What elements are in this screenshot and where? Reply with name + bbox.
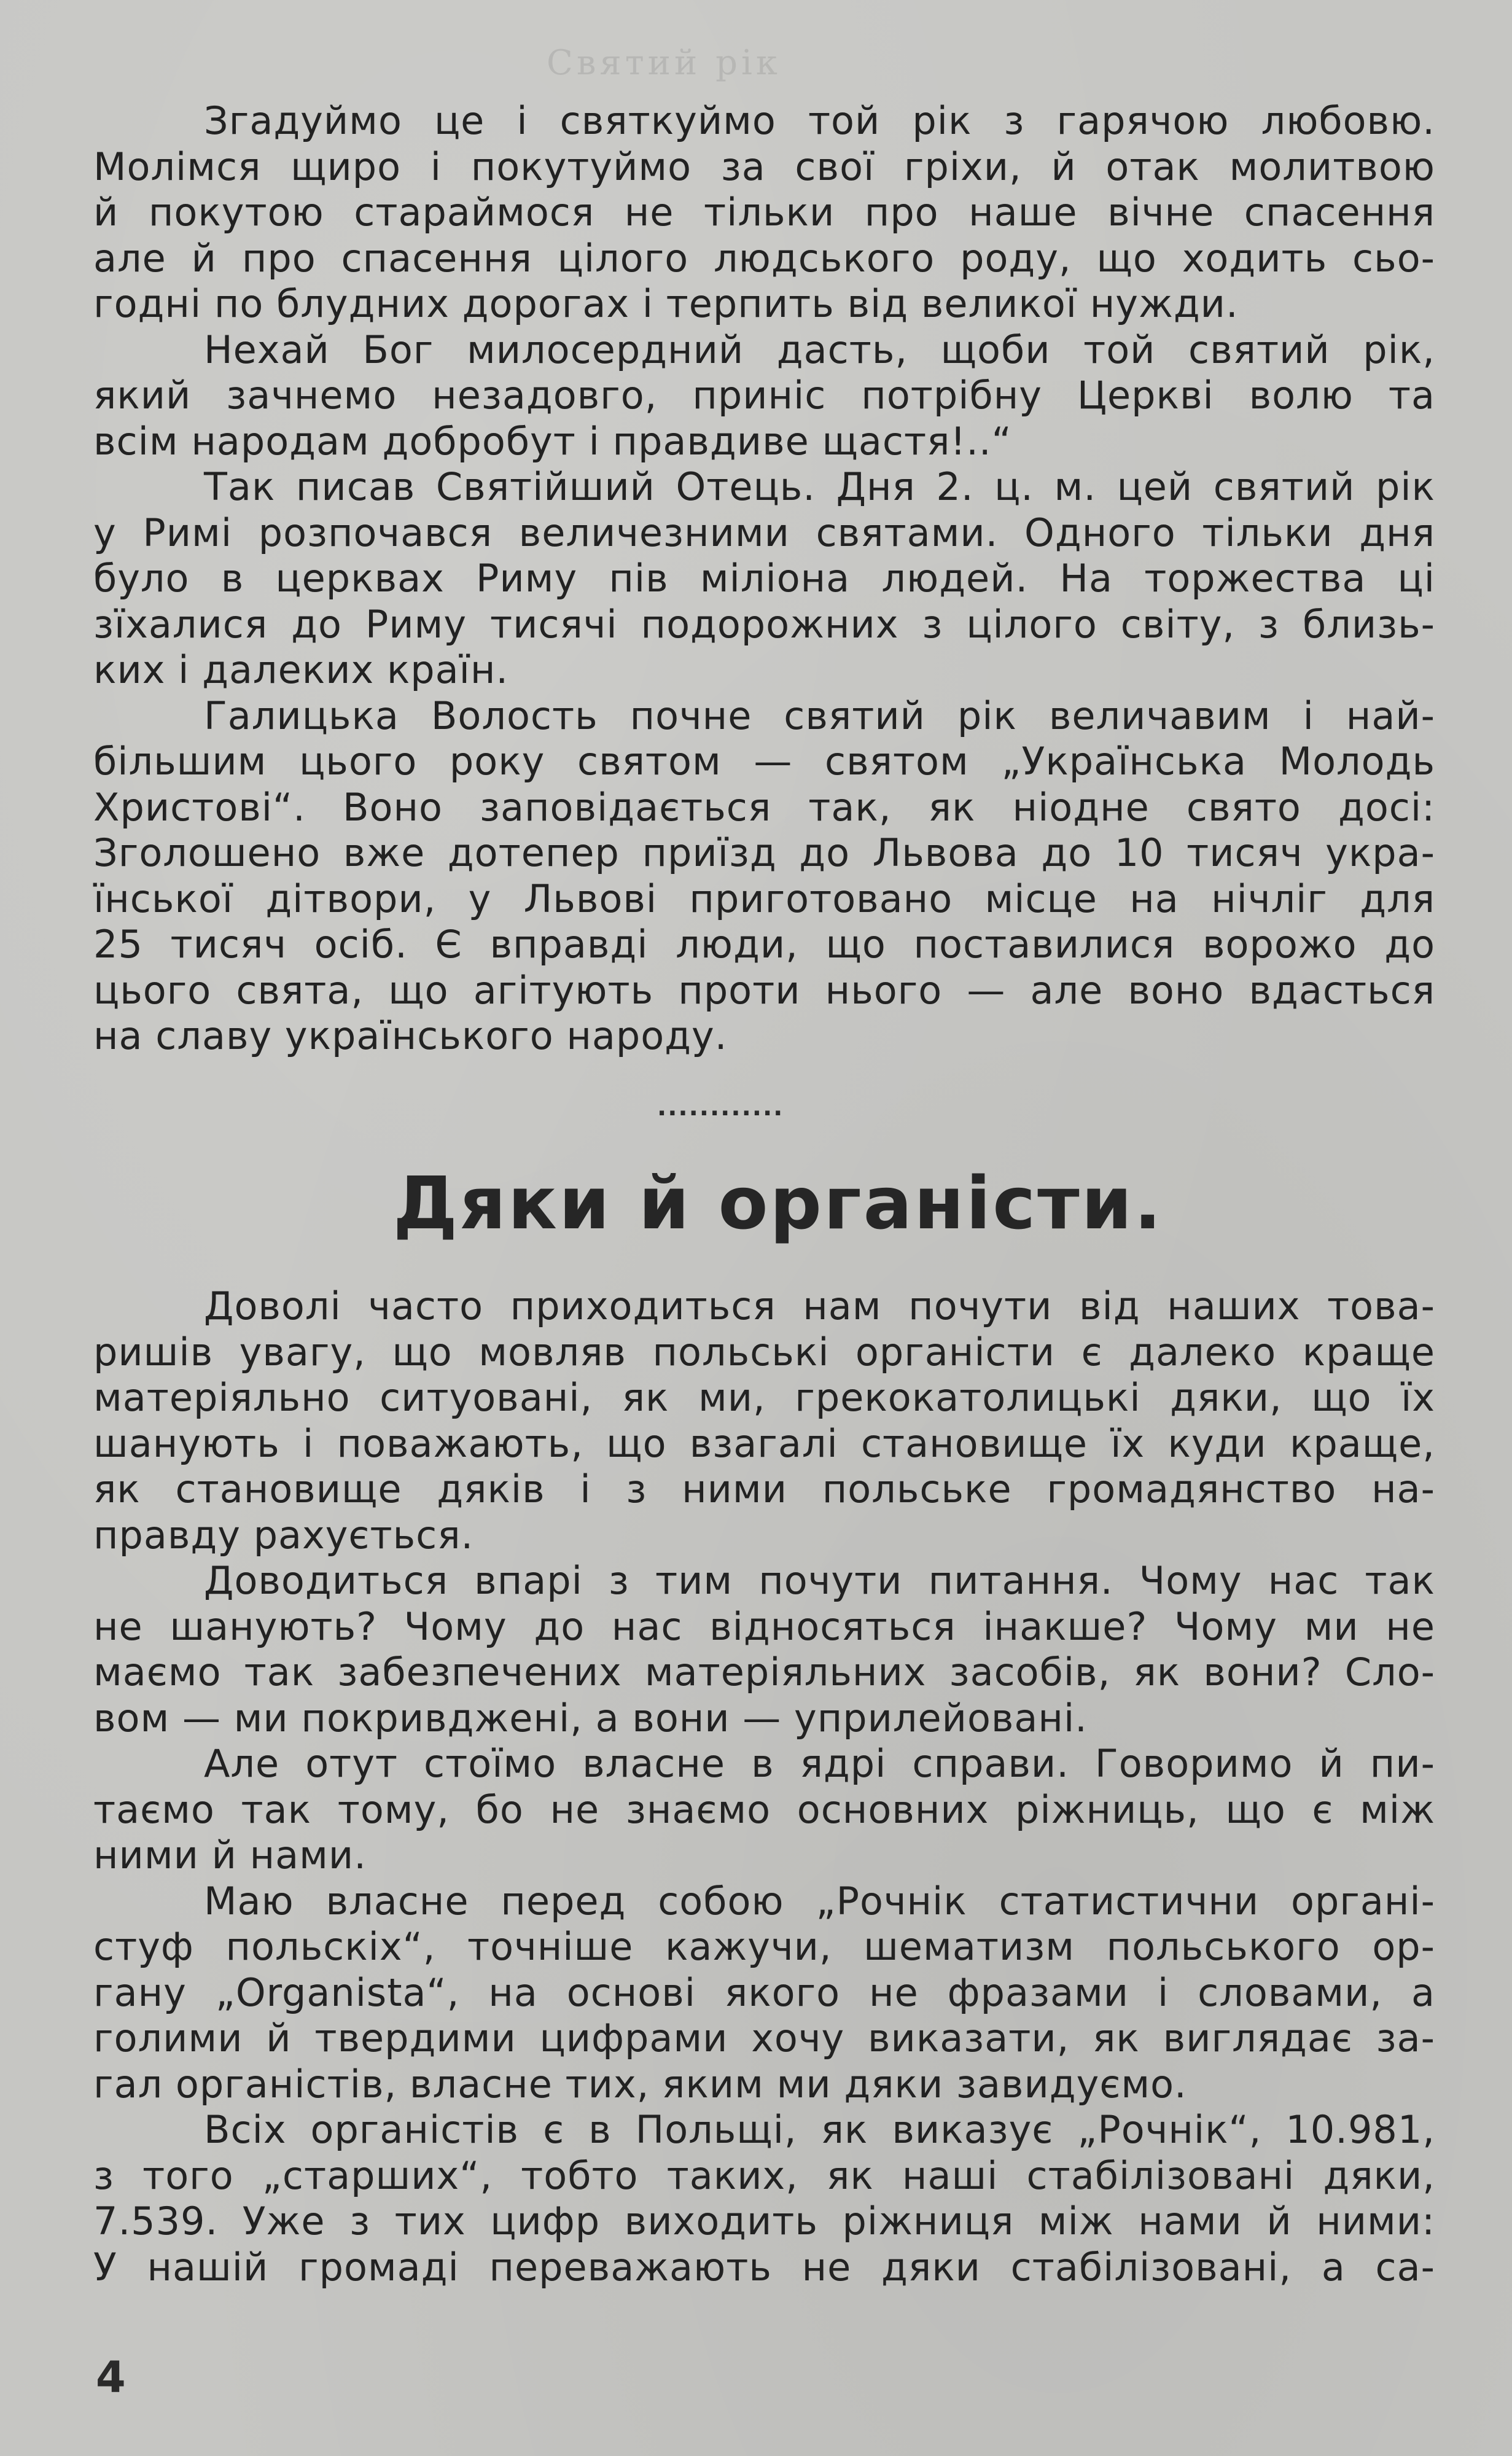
text-line: гану „Organista“, на основі якого не фразами і словами, а xyxy=(93,1970,1435,2015)
text-line: годні по блудних дорогах і терпить від великої нужди. xyxy=(93,281,1239,326)
text-line: ришів увагу, що мовляв польські органісти є далеко краще xyxy=(93,1329,1435,1374)
text-line: голими й твердими цифрами хочу виказати, як виглядає за- xyxy=(93,2016,1435,2060)
paragraph xyxy=(93,2107,1435,2290)
text-line: Але отут стоїмо власне в ядрі справи. Говоримо й пи- xyxy=(204,1741,1435,1786)
page-number: 4 xyxy=(96,2352,126,2403)
text-line: маємо так забезпечених матеріяльних засобів, як вони? Сло- xyxy=(93,1650,1435,1694)
text-line: вом — ми покривджені, а вони — уприлейовані. xyxy=(93,1695,1088,1741)
text-line: з того „старших“, тобто таких, як наші стабілізовані дяки, xyxy=(93,2153,1435,2198)
text-line: Доводиться впарі з тим почути питання. Чому нас так xyxy=(204,1558,1435,1603)
text-line: всім народам добробут і правдиве щастя!..“ xyxy=(93,418,1012,464)
text-line: цього свята, що агітують проти нього — але воно вдасться xyxy=(93,967,1435,1013)
article-body xyxy=(93,1284,1435,2290)
text-line: й покутою стараймося не тільки про наше вічне спасення xyxy=(93,190,1435,235)
paragraph xyxy=(93,1879,1435,2108)
text-line: було в церквах Риму пів міліона людей. На торжества ці xyxy=(93,556,1435,601)
text-line: у Римі розпочався величезними святами. Одного тільки дня xyxy=(93,510,1435,555)
paragraph xyxy=(93,1558,1435,1741)
text-line: шанують і поважають, що взагалі становище їх куди краще, xyxy=(93,1421,1435,1466)
text-line: більшим цього року святом — святом „Українська Молодь xyxy=(93,739,1435,784)
text-line: ними й нами. xyxy=(93,1833,367,1877)
paragraph xyxy=(93,327,1435,465)
text-line: Зголошено вже дотепер приїзд до Львова до 10 тисяч укра- xyxy=(93,830,1435,875)
text-line: Христові“. Воно заповідається так, як ніодне свято досі: xyxy=(93,784,1435,830)
text-line: Доволі часто приходиться нам почути від наших това- xyxy=(204,1284,1435,1328)
paragraph xyxy=(93,1284,1435,1558)
text-line: як становище дяків і з ними польське громадянство на- xyxy=(93,1467,1435,1511)
text-line: У нашій громаді переважають не дяки стабілізовані, а са- xyxy=(93,2244,1435,2290)
text-line: Так писав Святійший Отець. Дня 2. ц. м. цей святий рік xyxy=(204,464,1435,509)
text-line: Молімся щиро і покутуймо за свої гріхи, й отак молитвою xyxy=(93,144,1435,189)
text-line: матеріяльно ситуовані, як ми, грекокатолицькі дяки, що їх xyxy=(93,1375,1435,1420)
top-text-section xyxy=(93,98,1435,1059)
text-line: але й про спасення цілого людського роду, що ходить сьо- xyxy=(93,235,1435,281)
text-line: Маю власне перед собою „Рочнік статистични органі- xyxy=(204,1878,1435,1924)
text-line: гал органістів, власне тих, яким ми дяки завидуємо. xyxy=(93,2061,1187,2107)
text-line: ких і далеких країн. xyxy=(93,647,509,692)
text-line: правду рахується. xyxy=(93,1512,474,1557)
text-line: їнської дітвори, у Львові приготовано місце на нічліг для xyxy=(93,876,1435,921)
text-line: який зачнемо незадовго, приніс потрібну Церкві волю та xyxy=(93,373,1435,418)
paragraph xyxy=(93,464,1435,693)
text-line: Всіх органістів є в Польщі, як виказує „Рочнік“, 10.981, xyxy=(204,2107,1435,2152)
text-line: стуф польскіх“, точніше кажучи, шематизм польського ор- xyxy=(93,1924,1435,1969)
article-heading: Дяки й органісти. xyxy=(393,1161,1164,1246)
text-line: 25 тисяч осіб. Є вправді люди, що поставилися ворожо до xyxy=(93,922,1435,967)
text-line: на славу українського народу. xyxy=(93,1013,728,1058)
text-line: Нехай Бог милосердний дасть, щоби той святий рік, xyxy=(204,327,1435,372)
text-line: 7.539. Уже з тих цифр виходить ріжниця між нами й ними: xyxy=(93,2199,1435,2244)
paragraph xyxy=(93,1741,1435,1879)
paragraph xyxy=(93,98,1435,327)
section-separator: ............ xyxy=(657,1093,784,1121)
faint-running-header: Святий рік xyxy=(547,43,781,83)
text-line: таємо так тому, бо не знаємо основних ріжниць, що є між xyxy=(93,1787,1435,1832)
text-line: не шанують? Чому до нас відносяться інакше? Чому ми не xyxy=(93,1604,1435,1649)
paragraph xyxy=(93,693,1435,1059)
text-line: Галицька Волость почне святий рік величавим і най- xyxy=(204,693,1435,738)
text-line: зїхалися до Риму тисячі подорожних з цілого світу, з близь- xyxy=(93,601,1435,647)
text-line: Згадуймо це і святкуймо той рік з гарячою любовю. xyxy=(204,98,1435,143)
